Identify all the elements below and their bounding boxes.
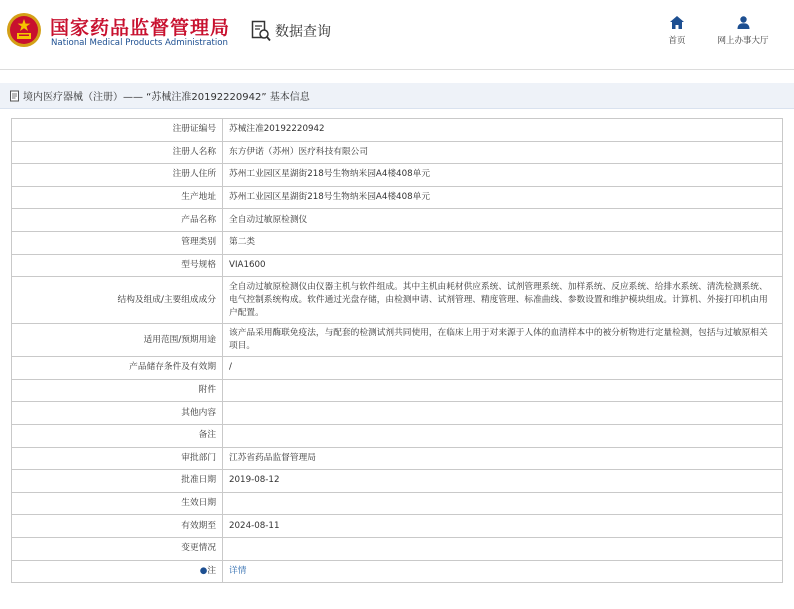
table-row (12, 324, 783, 357)
table-row (12, 141, 783, 164)
table-row (12, 357, 783, 380)
table-row (12, 119, 783, 142)
row-value: 苏州工业园区星湖街218号生物纳米园A4楼408单元 (223, 164, 783, 187)
row-label: 注册人住所 (12, 164, 223, 187)
nav-home-label: 首页 (668, 36, 686, 46)
row-value: 苏州工业园区星湖街218号生物纳米园A4楼408单元 (223, 186, 783, 209)
row-label: 注册证编号 (12, 119, 223, 142)
table-row (12, 402, 783, 425)
data-query-label: 数据查询 (275, 24, 331, 40)
breadcrumb (0, 83, 794, 109)
row-value: 全自动过敏原检测仪 (223, 209, 783, 232)
home-icon (670, 16, 684, 29)
row-value: 第二类 (223, 231, 783, 254)
table-row (12, 447, 783, 470)
row-label: 审批部门 (12, 447, 223, 470)
table-row (12, 164, 783, 187)
row-value: 2019-08-12 (223, 470, 783, 493)
breadcrumb-text: 境内医疗器械（注册）—— “苏械注准20192220942” 基本信息 (23, 92, 310, 103)
row-value: 全自动过敏原检测仪由仪器主机与软件组成。其中主机由耗材供应系统、试剂管理系统、加样系统、反应系统、给排水系统、清洗检测系统、电气控制系统构成。软件通过光盘存储，由检测申请、试剂管理、精度管理、标准曲线、参数设置和维护模块组成。计算机、外接打印机由用户配置。 (223, 277, 783, 324)
table-row (12, 470, 783, 493)
row-label: 产品名称 (12, 209, 223, 232)
row-label: 批准日期 (12, 470, 223, 493)
table-row (12, 492, 783, 515)
nav-online-office-label: 网上办事大厅 (717, 36, 769, 46)
row-value: / (223, 357, 783, 380)
table-row (12, 560, 783, 583)
table-row (12, 537, 783, 560)
row-value (223, 379, 783, 402)
row-value: 东方伊诺（苏州）医疗科技有限公司 (223, 141, 783, 164)
row-label: 适用范围/预期用途 (12, 324, 223, 357)
table-row (12, 277, 783, 324)
document-icon (9, 90, 21, 102)
row-label: 生产地址 (12, 186, 223, 209)
database-search-icon (251, 20, 271, 42)
row-label: 注册人名称 (12, 141, 223, 164)
table-row (12, 209, 783, 232)
table-row (12, 254, 783, 277)
row-value: 该产品采用酶联免疫法，与配套的检测试剂共同使用，在临床上用于对来源于人体的血清样本中的被分析物进行定量检测，包括与过敏原相关项目。 (223, 324, 783, 357)
row-value: 苏械注准20192220942 (223, 119, 783, 142)
row-value: VIA1600 (223, 254, 783, 277)
row-value (223, 560, 783, 583)
national-emblem-logo[interactable] (6, 12, 42, 48)
table-row (12, 186, 783, 209)
row-label: 附件 (12, 379, 223, 402)
row-value (223, 537, 783, 560)
data-query-entry[interactable] (251, 20, 331, 42)
row-label: 产品储存条件及有效期 (12, 357, 223, 380)
row-value (223, 402, 783, 425)
row-label: 变更情况 (12, 537, 223, 560)
row-value: 2024-08-11 (223, 515, 783, 538)
nav-online-office[interactable] (710, 16, 776, 46)
row-label: 有效期至 (12, 515, 223, 538)
table-row (12, 424, 783, 447)
table-row (12, 231, 783, 254)
row-label: 型号规格 (12, 254, 223, 277)
row-label: 生效日期 (12, 492, 223, 515)
site-subtitle: National Medical Products Administration (51, 38, 228, 48)
row-label: 结构及组成/主要组成成分 (12, 277, 223, 324)
registration-detail-table (11, 118, 783, 583)
details-link[interactable]: 详情 (229, 565, 247, 576)
row-value (223, 424, 783, 447)
table-row (12, 379, 783, 402)
site-title[interactable]: 国家药品监督管理局 (50, 17, 231, 39)
row-label: 其他内容 (12, 402, 223, 425)
row-value: 江苏省药品监督管理局 (223, 447, 783, 470)
header-divider (0, 69, 794, 70)
row-value (223, 492, 783, 515)
nav-home[interactable] (665, 16, 689, 46)
note-icon: ● (199, 565, 208, 576)
row-label: 备注 (12, 424, 223, 447)
note-label: 注 (207, 565, 216, 576)
site-header (0, 0, 794, 68)
table-row (12, 515, 783, 538)
row-label: 管理类别 (12, 231, 223, 254)
user-icon (737, 16, 750, 29)
row-label-note (12, 560, 223, 583)
